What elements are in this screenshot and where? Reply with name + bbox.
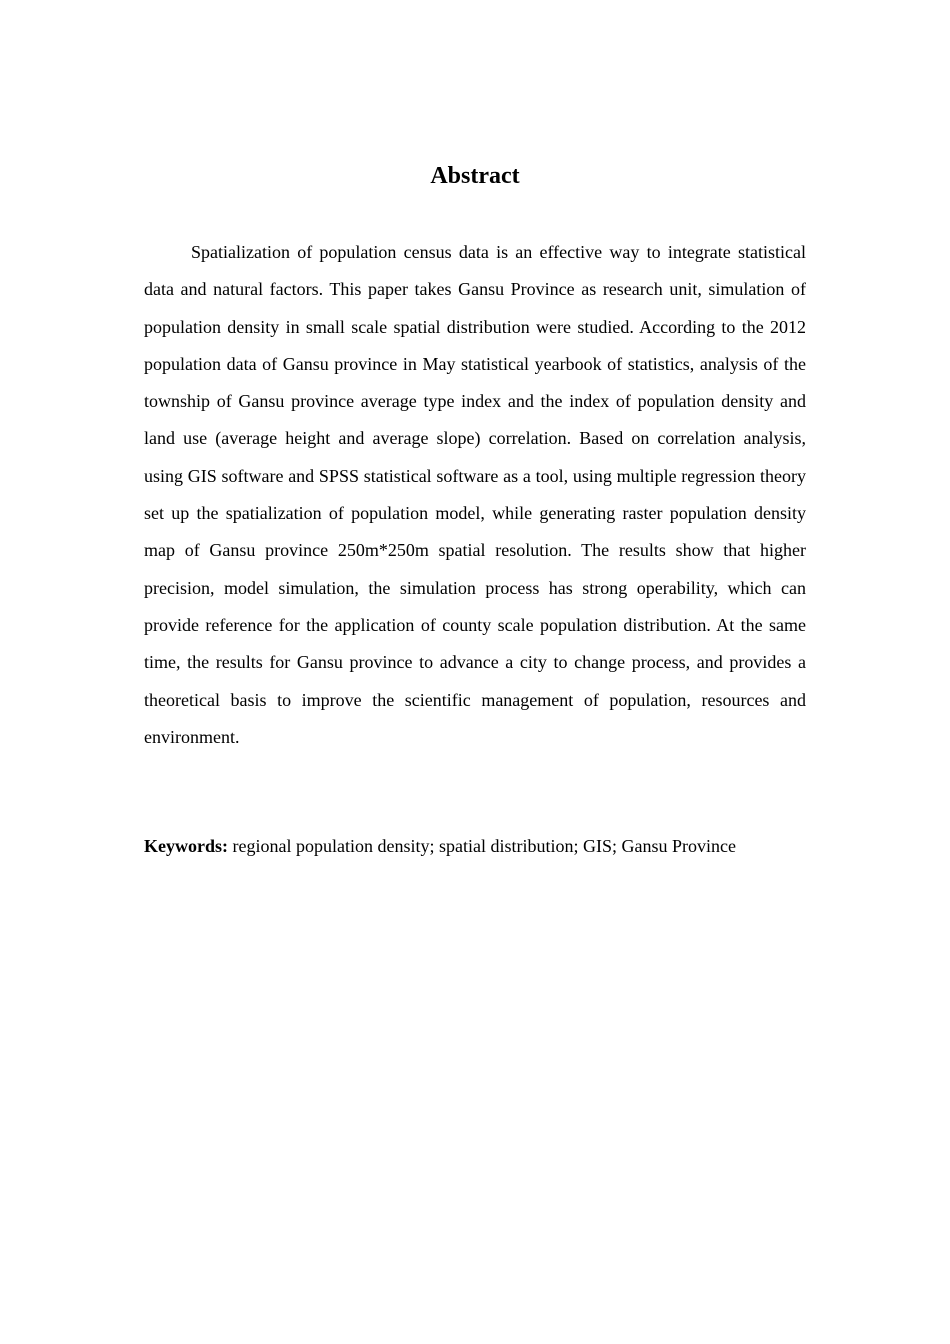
keywords-label: Keywords: (144, 836, 228, 856)
keywords-line (144, 828, 806, 865)
keywords-text: regional population density; spatial distribution; GIS; Gansu Province (228, 836, 736, 856)
abstract-title: Abstract (430, 163, 520, 189)
abstract-body: Spatialization of population census data is an effective way to integrate statistical data and natural factors. This paper takes Gansu Province as research unit, simulation of population density in small scale spatial distribution were studied. According to the 2012 population data of Gansu province in May statistical yearbook of statistics, analysis of the township of Gansu province average type index and the index of population density and land use (average height and average slope) correlation. Based on correlation analysis, using GIS software and SPSS statistical software as a tool, using multiple regression theory set up the spatialization of population model, while generating raster population density map of Gansu province 250m*250m spatial resolution. The results show that higher precision, model simulation, the simulation process has strong operability, which can provide reference for the application of county scale population distribution. At the same time, the results for Gansu province to advance a city to change process, and provides a theoretical basis to improve the scientific management of population, resources and environment. (144, 242, 806, 747)
